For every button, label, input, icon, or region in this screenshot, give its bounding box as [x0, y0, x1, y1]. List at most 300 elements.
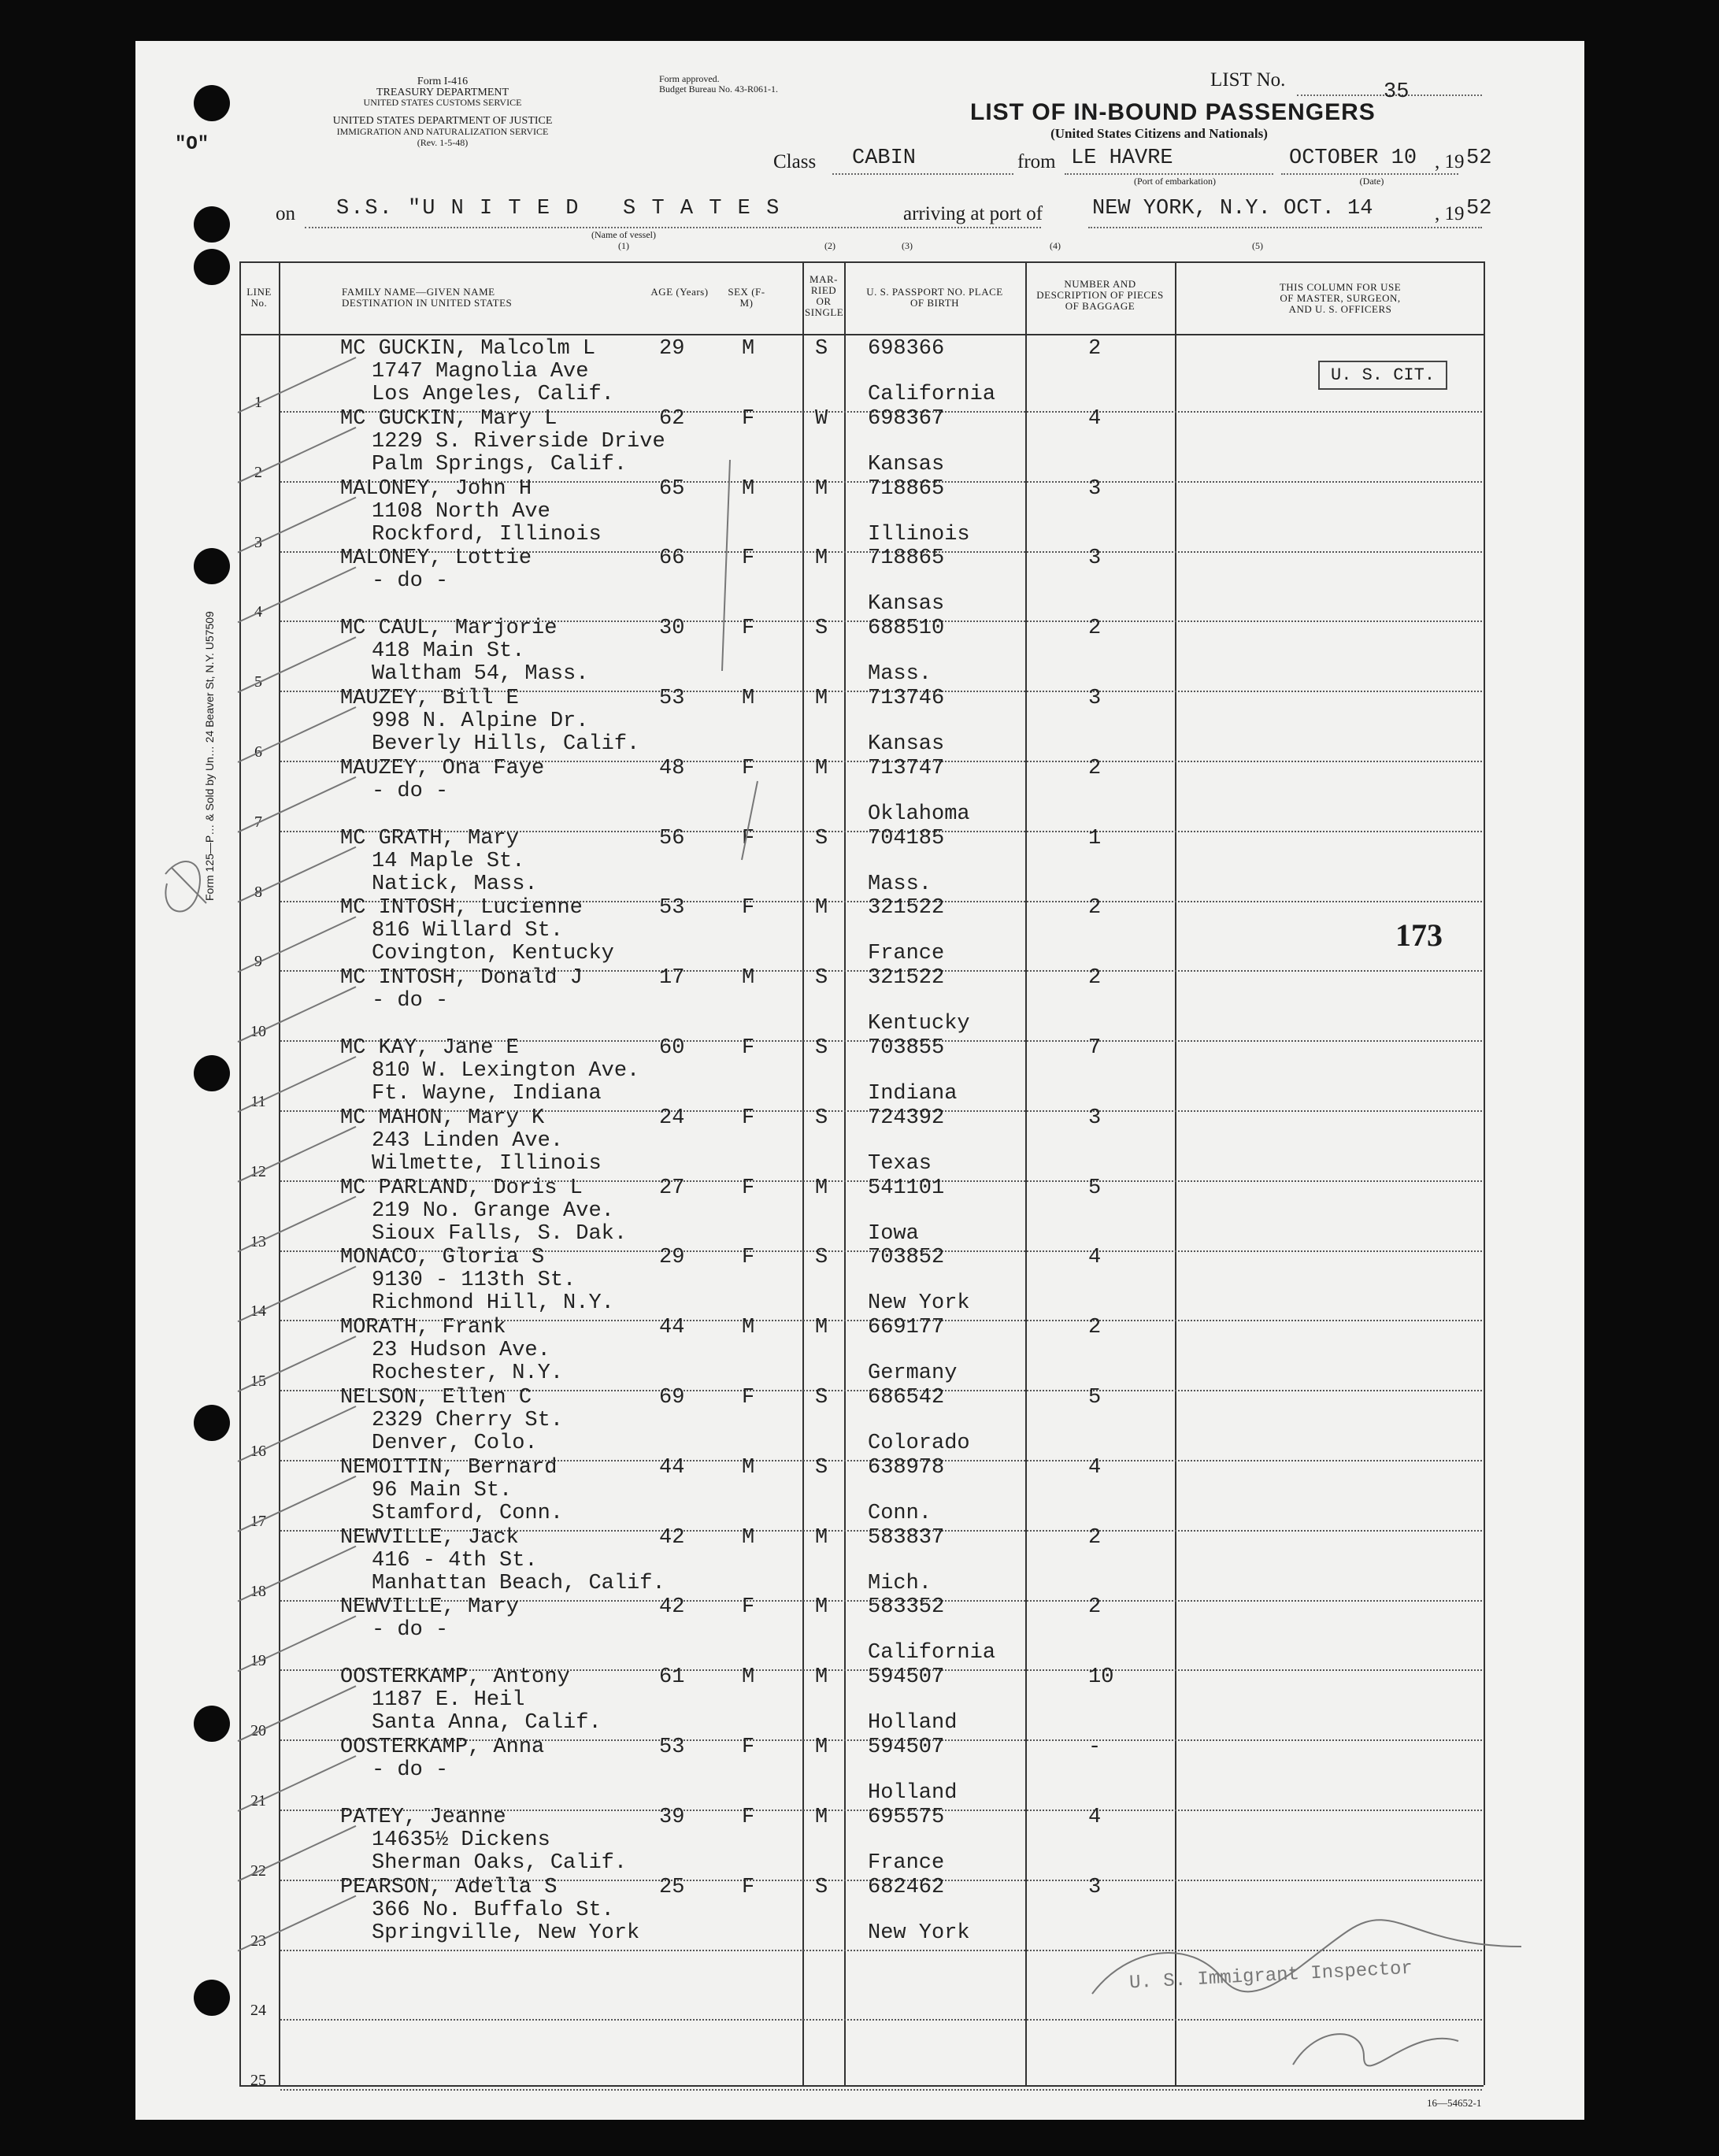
place-of-birth: New York — [868, 1921, 970, 1945]
passenger-sex: M — [742, 1455, 755, 1480]
passenger-age: 56 — [659, 826, 685, 850]
class-value: CABIN — [852, 146, 917, 170]
address-line-2: Stamford, Conn. — [372, 1501, 564, 1525]
pencil-check-mark — [238, 777, 356, 832]
line-number: 7 — [254, 813, 262, 831]
place-of-birth: France — [868, 1850, 945, 1875]
address-line-1: - do - — [372, 569, 449, 594]
marital-status: S — [815, 1875, 828, 1899]
passenger-age: 53 — [659, 1736, 685, 1759]
passport-number: 594507 — [868, 1736, 945, 1759]
address-line-1: 1108 North Ave — [372, 499, 550, 524]
place-of-birth: California — [868, 383, 996, 406]
marital-status: M — [815, 1805, 828, 1829]
pencil-check-mark — [238, 1476, 356, 1532]
passenger-sex: F — [742, 896, 755, 921]
passenger-name: NEWVILLE, Jack — [340, 1525, 519, 1550]
passenger-age: 27 — [659, 1176, 685, 1200]
passenger-sex: M — [742, 476, 755, 501]
marital-status: M — [815, 756, 828, 780]
passenger-age: 66 — [659, 546, 685, 571]
line-number: 13 — [250, 1232, 266, 1250]
pencil-check-mark — [238, 1616, 356, 1671]
passenger-age: 53 — [659, 896, 685, 921]
passenger-age: 39 — [659, 1805, 685, 1829]
address-line-2: Manhattan Beach, Calif. — [372, 1571, 665, 1595]
pencil-check-mark — [238, 1406, 356, 1461]
list-no-value: 35 — [1384, 80, 1410, 104]
address-line-2: Beverly Hills, Calif. — [372, 732, 640, 756]
inspector-signature — [1092, 1920, 1521, 1994]
passport-number: 704185 — [868, 826, 945, 850]
passenger-sex: F — [742, 406, 755, 431]
line-number: 3 — [254, 533, 262, 551]
col-num-2: (2) — [824, 240, 835, 251]
passenger-name: MONACO, Gloria S — [340, 1246, 545, 1270]
address-line-2: Denver, Colo. — [372, 1432, 538, 1455]
baggage-count: 4 — [1088, 1246, 1102, 1270]
passenger-sex: F — [742, 1036, 755, 1060]
line-number: 20 — [250, 1722, 266, 1740]
col-num-5: (5) — [1252, 240, 1263, 251]
place-of-birth: Iowa — [868, 1221, 919, 1246]
corner-mark: "O" — [175, 134, 209, 155]
page-number: 173 — [1395, 917, 1443, 953]
passenger-age: 53 — [659, 687, 685, 710]
col-name: FAMILY NAME—GIVEN NAME DESTINATION IN UNITED STATES — [342, 286, 513, 309]
arrival-year-prefix: , 19 — [1435, 203, 1465, 224]
passenger-sex: F — [742, 1106, 755, 1130]
passenger-sex: F — [742, 1386, 755, 1410]
address-line-2: Waltham 54, Mass. — [372, 662, 589, 687]
passenger-age: 69 — [659, 1386, 685, 1410]
passenger-sex: M — [742, 337, 755, 361]
address-line-2: Springville, New York — [372, 1921, 640, 1945]
dept-justice: UNITED STATES DEPARTMENT OF JUSTICE — [332, 115, 553, 127]
passport-number: 718865 — [868, 546, 945, 571]
passenger-sex: M — [742, 1316, 755, 1340]
col-passport: U. S. PASSPORT NO. PLACE OF BIRTH — [866, 286, 1003, 309]
dept-customs: UNITED STATES CUSTOMS SERVICE — [363, 97, 522, 108]
pencil-check-mark — [238, 1336, 356, 1391]
passport-number: 718865 — [868, 476, 945, 501]
passenger-name: MORATH, Frank — [340, 1316, 506, 1340]
address-line-1: 23 Hudson Ave. — [372, 1339, 550, 1363]
form-id: Form I-416 — [417, 76, 469, 87]
col-married: MAR-RIED OR SINGLE — [805, 273, 844, 318]
passenger-sex: F — [742, 826, 755, 850]
margin-scribble — [165, 861, 206, 911]
marital-status: S — [815, 826, 828, 850]
pencil-check-mark — [238, 847, 356, 902]
passport-number: 695575 — [868, 1805, 945, 1829]
budget-bureau: Budget Bureau No. 43-R061-1. — [659, 83, 778, 94]
port-embarkation-caption: (Port of embarkation) — [1134, 176, 1216, 187]
port-embarkation: LE HAVRE — [1071, 146, 1173, 170]
marital-status: S — [815, 1036, 828, 1060]
baggage-count: 5 — [1088, 1176, 1102, 1200]
baggage-count: 4 — [1088, 406, 1102, 431]
line-number: 24 — [250, 2002, 266, 2020]
passenger-age: 29 — [659, 1246, 685, 1270]
address-line-1: 219 No. Grange Ave. — [372, 1198, 614, 1223]
place-of-birth: California — [868, 1641, 996, 1665]
passenger-name: MALONEY, Lottie — [340, 546, 532, 571]
place-of-birth: Mass. — [868, 872, 932, 896]
pencil-check-mark — [238, 567, 356, 622]
line-number: 4 — [254, 603, 262, 621]
passport-number: 541101 — [868, 1176, 945, 1200]
pencil-check-mark — [238, 637, 356, 692]
baggage-count: 2 — [1088, 756, 1102, 780]
inspector-initials — [1293, 2034, 1458, 2065]
pencil-check-mark — [238, 357, 356, 413]
arriving-label: arriving at port of — [903, 203, 1043, 224]
address-line-1: 9130 - 113th St. — [372, 1269, 576, 1293]
handwritten-marks — [135, 41, 1584, 2120]
passport-number: 638978 — [868, 1455, 945, 1480]
baggage-count: 2 — [1088, 1525, 1102, 1550]
passenger-name: MC KAY, Jane E — [340, 1036, 519, 1060]
passenger-sex: F — [742, 1736, 755, 1759]
departure-date: OCTOBER 10 — [1289, 146, 1417, 170]
address-line-1: 1747 Magnolia Ave — [372, 360, 589, 383]
marital-status: S — [815, 337, 828, 361]
passenger-age: 25 — [659, 1875, 685, 1899]
passenger-name: MC INTOSH, Lucienne — [340, 896, 583, 921]
passenger-sex: M — [742, 966, 755, 991]
pencil-check-mark — [238, 1197, 356, 1252]
printer-margin-text: Form 125—P… & Sold by Un… 24 Beaver St, N.Y. U57509 — [203, 611, 216, 901]
pencil-check-mark — [238, 917, 356, 972]
form-revision: (Rev. 1-5-48) — [417, 137, 469, 148]
passenger-sex: F — [742, 756, 755, 780]
marital-status: M — [815, 687, 828, 710]
address-line-2: Rochester, N.Y. — [372, 1361, 564, 1386]
binder-hole — [194, 1055, 230, 1091]
pencil-check-mark — [238, 987, 356, 1042]
binder-hole — [194, 249, 230, 285]
passport-number: 682462 — [868, 1875, 945, 1899]
marital-status: M — [815, 896, 828, 921]
line-number: 8 — [254, 883, 262, 901]
passport-number: 703855 — [868, 1036, 945, 1060]
passport-number: 583352 — [868, 1595, 945, 1620]
passport-number: 724392 — [868, 1106, 945, 1130]
line-number: 1 — [254, 394, 262, 411]
baggage-count: 1 — [1088, 826, 1102, 850]
address-line-2: Rockford, Illinois — [372, 522, 602, 546]
line-number: 25 — [250, 2072, 266, 2090]
passport-number: 686542 — [868, 1386, 945, 1410]
passenger-age: 62 — [659, 406, 685, 431]
address-line-2: Wilmette, Illinois — [372, 1151, 602, 1176]
line-number: 14 — [250, 1302, 266, 1321]
pencil-check-mark — [238, 1057, 356, 1112]
passenger-sex: F — [742, 1875, 755, 1899]
date-year-prefix: , 19 — [1435, 151, 1465, 172]
list-subtitle: (United States Citizens and Nationals) — [1050, 126, 1268, 141]
baggage-count: 2 — [1088, 966, 1102, 991]
address-line-2: Palm Springs, Calif. — [372, 452, 628, 476]
address-line-2: Covington, Kentucky — [372, 942, 614, 966]
baggage-count: 7 — [1088, 1036, 1102, 1060]
baggage-count: 4 — [1088, 1455, 1102, 1480]
us-citizen-stamp: U. S. CIT. — [1318, 361, 1447, 390]
passenger-name: OOSTERKAMP, Antony — [340, 1665, 570, 1690]
marital-status: M — [815, 1736, 828, 1759]
passenger-name: NEMOITIN, Bernard — [340, 1455, 558, 1480]
line-number: 17 — [250, 1512, 266, 1530]
passenger-age: 42 — [659, 1525, 685, 1550]
line-number: 15 — [250, 1373, 266, 1391]
baggage-count: 4 — [1088, 1805, 1102, 1829]
passenger-name: MALONEY, John H — [340, 476, 532, 501]
passport-number: 688510 — [868, 617, 945, 641]
baggage-count: 2 — [1088, 1595, 1102, 1620]
passenger-sex: F — [742, 1176, 755, 1200]
line-number: 18 — [250, 1582, 266, 1600]
col-officers: THIS COLUMN FOR USE OF MASTER, SURGEON, AND U. S. OFFICERS — [1279, 281, 1402, 315]
address-line-1: 816 Willard St. — [372, 919, 564, 943]
place-of-birth: France — [868, 942, 945, 966]
line-number: 5 — [254, 673, 262, 691]
baggage-count: 3 — [1088, 1875, 1102, 1899]
passenger-name: MAUZEY, Bill E — [340, 687, 519, 710]
place-of-birth: Colorado — [868, 1432, 970, 1455]
baggage-count: 3 — [1088, 1106, 1102, 1130]
passenger-name: PATEY, Jeanne — [340, 1805, 506, 1829]
passenger-age: 44 — [659, 1316, 685, 1340]
col-age: AGE (Years) — [650, 286, 709, 298]
place-of-birth: Kansas — [868, 452, 945, 476]
passenger-name: MC GUCKIN, Malcolm L — [340, 337, 596, 361]
binder-hole — [194, 1980, 230, 2016]
baggage-count: 10 — [1088, 1665, 1114, 1690]
marital-status: W — [815, 406, 828, 431]
marital-status: M — [815, 1316, 828, 1340]
address-line-1: 366 No. Buffalo St. — [372, 1898, 614, 1922]
address-line-1: - do - — [372, 1758, 449, 1782]
marital-status: M — [815, 476, 828, 501]
date-year: 52 — [1466, 146, 1492, 170]
passport-number: 713747 — [868, 756, 945, 780]
passport-number: 698366 — [868, 337, 945, 361]
place-of-birth: Conn. — [868, 1501, 932, 1525]
passenger-sex: M — [742, 1665, 755, 1690]
passenger-age: 61 — [659, 1665, 685, 1690]
passenger-sex: F — [742, 1246, 755, 1270]
line-number: 16 — [250, 1443, 266, 1460]
passenger-age: 65 — [659, 476, 685, 501]
address-line-2: Sherman Oaks, Calif. — [372, 1850, 628, 1875]
place-of-birth: Mich. — [868, 1571, 932, 1595]
list-title: LIST OF IN-BOUND PASSENGERS — [970, 99, 1376, 125]
marital-status: S — [815, 617, 828, 641]
address-line-2: Sioux Falls, S. Dak. — [372, 1221, 628, 1246]
col-sex: SEX (F-M) — [728, 286, 765, 309]
address-line-1: 1187 E. Heil — [372, 1688, 525, 1713]
baggage-count: - — [1088, 1736, 1102, 1759]
place-of-birth: Kentucky — [868, 1012, 970, 1036]
passport-number: 669177 — [868, 1316, 945, 1340]
passenger-name: MC MAHON, Mary K — [340, 1106, 545, 1130]
passenger-age: 24 — [659, 1106, 685, 1130]
address-line-1: 14 Maple St. — [372, 849, 525, 873]
baggage-count: 2 — [1088, 617, 1102, 641]
address-line-1: 1229 S. Riverside Drive — [372, 429, 665, 454]
passenger-sex: F — [742, 1805, 755, 1829]
passenger-sex: M — [742, 1525, 755, 1550]
line-number: 19 — [250, 1652, 266, 1670]
col-line-no: LINE No. — [246, 286, 272, 309]
baggage-count: 3 — [1088, 546, 1102, 571]
passenger-name: MAUZEY, Ona Faye — [340, 756, 545, 780]
address-line-1: 416 - 4th St. — [372, 1548, 538, 1573]
vessel-name: S.S. "U N I T E D S T A T E S — [336, 197, 781, 220]
passport-number: 583837 — [868, 1525, 945, 1550]
place-of-birth: Texas — [868, 1151, 932, 1176]
pencil-check-mark — [238, 1266, 356, 1321]
address-line-1: 998 N. Alpine Dr. — [372, 709, 589, 733]
address-line-2: Santa Anna, Calif. — [372, 1711, 602, 1736]
passenger-name: MC GUCKIN, Mary L — [340, 406, 558, 431]
baggage-count: 3 — [1088, 687, 1102, 710]
inspector-stamp: U. S. Immigrant Inspector — [1128, 1958, 1413, 1995]
form-approved: Form approved. — [659, 73, 720, 84]
passenger-name: NELSON, Ellen C — [340, 1386, 532, 1410]
address-line-1: - do - — [372, 779, 449, 803]
address-line-1: - do - — [372, 1618, 449, 1643]
col-num-4: (4) — [1050, 240, 1061, 251]
passenger-age: 17 — [659, 966, 685, 991]
passenger-sex: M — [742, 687, 755, 710]
line-number: 6 — [254, 743, 262, 761]
binder-hole — [194, 206, 230, 243]
place-of-birth: Illinois — [868, 522, 970, 546]
baggage-count: 2 — [1088, 337, 1102, 361]
date-caption: (Date) — [1359, 176, 1384, 187]
col-baggage: NUMBER AND DESCRIPTION OF PIECES OF BAGGAGE — [1036, 278, 1164, 312]
passenger-sex: F — [742, 546, 755, 571]
address-line-1: - do - — [372, 989, 449, 1013]
address-line-2: Richmond Hill, N.Y. — [372, 1291, 614, 1316]
pencil-check-mark — [238, 498, 356, 553]
place-of-birth: New York — [868, 1291, 970, 1316]
passport-number: 703852 — [868, 1246, 945, 1270]
passenger-age: 44 — [659, 1455, 685, 1480]
passenger-age: 42 — [659, 1595, 685, 1620]
pencil-check-mark — [238, 1686, 356, 1741]
marital-status: M — [815, 1665, 828, 1690]
binder-hole — [194, 1706, 230, 1742]
place-of-birth: Kansas — [868, 732, 945, 756]
passenger-sex: F — [742, 617, 755, 641]
address-line-2: Ft. Wayne, Indiana — [372, 1082, 602, 1106]
passenger-age: 60 — [659, 1036, 685, 1060]
place-of-birth: Holland — [868, 1781, 958, 1805]
place-of-birth: Germany — [868, 1361, 958, 1386]
marital-status: M — [815, 1595, 828, 1620]
place-of-birth: Indiana — [868, 1082, 958, 1106]
marital-status: S — [815, 966, 828, 991]
line-number: 22 — [250, 1861, 266, 1880]
passenger-age: 48 — [659, 756, 685, 780]
marital-status: S — [815, 1386, 828, 1410]
class-label: Class — [773, 151, 817, 172]
pencil-check-mark — [238, 428, 356, 483]
place-of-birth: Holland — [868, 1711, 958, 1736]
from-label: from — [1017, 151, 1056, 172]
address-line-1: 2329 Cherry St. — [372, 1409, 564, 1432]
marital-status: S — [815, 1455, 828, 1480]
baggage-count: 2 — [1088, 1316, 1102, 1340]
address-line-1: 810 W. Lexington Ave. — [372, 1059, 640, 1083]
passenger-age: 30 — [659, 617, 685, 641]
pencil-check-mark — [238, 1896, 356, 1951]
place-of-birth: Kansas — [868, 592, 945, 617]
passport-number: 698367 — [868, 406, 945, 431]
dept-ins: IMMIGRATION AND NATURALIZATION SERVICE — [336, 126, 549, 137]
line-number: 21 — [250, 1792, 266, 1810]
line-number: 9 — [254, 953, 262, 971]
passport-number: 594507 — [868, 1665, 945, 1690]
address-line-1: 14635½ Dickens — [372, 1828, 550, 1852]
binder-hole — [194, 548, 230, 584]
line-number: 11 — [250, 1093, 266, 1110]
arrival-port: NEW YORK, N.Y. OCT. 14 — [1092, 197, 1373, 220]
baggage-count: 3 — [1088, 476, 1102, 501]
passenger-name: OOSTERKAMP, Anna — [340, 1736, 545, 1759]
marital-status: S — [815, 1246, 828, 1270]
binder-hole — [194, 85, 230, 121]
marital-status: S — [815, 1106, 828, 1130]
marital-status: M — [815, 1176, 828, 1200]
list-no-label: LIST No. — [1210, 69, 1286, 91]
pencil-check-mark — [238, 707, 356, 762]
baggage-count: 5 — [1088, 1386, 1102, 1410]
passenger-name: MC PARLAND, Doris L — [340, 1176, 583, 1200]
marital-status: M — [815, 546, 828, 571]
address-line-1: 418 Main St. — [372, 639, 525, 664]
dept-treasury: TREASURY DEPARTMENT — [376, 87, 509, 98]
passenger-name: PEARSON, Adella S — [340, 1875, 558, 1899]
line-number: 10 — [250, 1023, 266, 1041]
baggage-count: 2 — [1088, 896, 1102, 921]
pencil-check-mark — [238, 1127, 356, 1182]
passport-number: 321522 — [868, 896, 945, 921]
marital-status: M — [815, 1525, 828, 1550]
arrival-year: 52 — [1466, 197, 1492, 220]
passenger-sex: F — [742, 1595, 755, 1620]
passport-number: 321522 — [868, 966, 945, 991]
line-number: 2 — [254, 463, 262, 481]
passenger-name: NEWVILLE, Mary — [340, 1595, 519, 1620]
address-line-2: Natick, Mass. — [372, 872, 538, 896]
vessel-col-num: (1) — [618, 240, 629, 251]
pencil-check-mark — [238, 1756, 356, 1811]
manifest-page — [135, 41, 1584, 2120]
pencil-check-mark — [238, 1826, 356, 1881]
pencil-check-mark — [238, 1547, 356, 1602]
col-num-3: (3) — [902, 240, 913, 251]
address-line-1: 243 Linden Ave. — [372, 1128, 564, 1153]
address-line-1: 96 Main St. — [372, 1478, 513, 1502]
footer-code: 16—54652-1 — [1427, 2097, 1482, 2109]
binder-hole — [194, 1405, 230, 1441]
place-of-birth: Oklahoma — [868, 802, 970, 826]
on-label: on — [276, 203, 295, 224]
